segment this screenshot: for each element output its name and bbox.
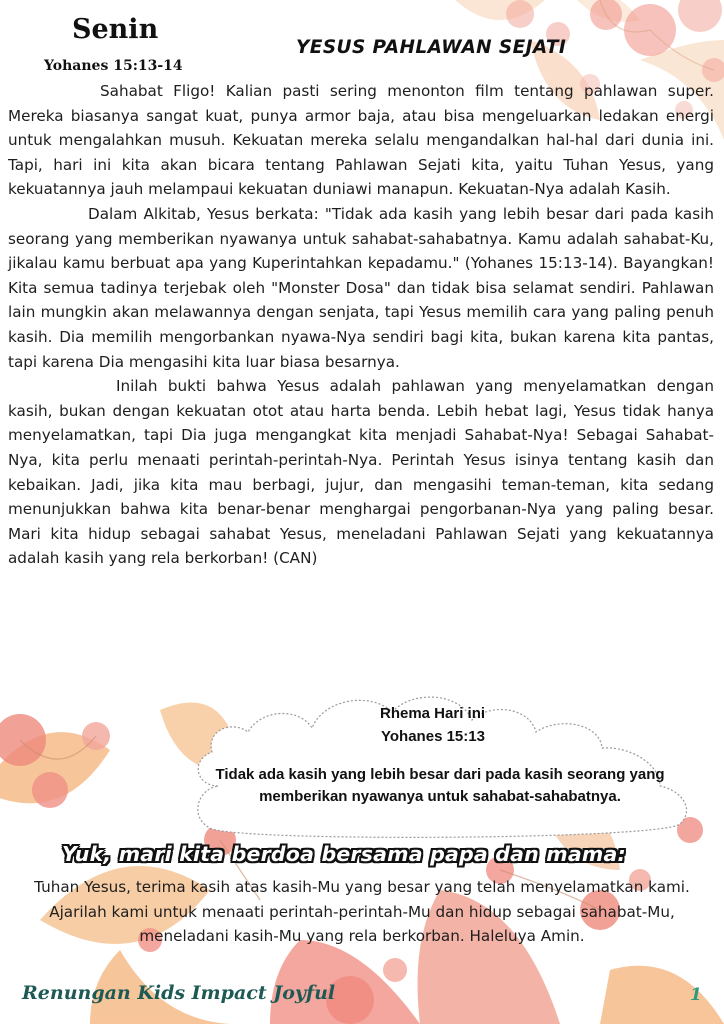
rhema-title: Rhema Hari ini	[380, 705, 486, 722]
body-paragraph: Sahabat Fligo! Kalian pasti sering menonton film tentang pahlawan super. Mereka biasanya sangat kuat, punya armor baja, atau bisa mengeluarkan ledakan energi untuk mengalahkan musuh. Kekuatan mereka selalu mengandalkan hal-hal dari dunia ini. Tapi, hari ini kita akan bicara tentang Pahlawan Sejati kita, yaitu Tuhan Yesus, yang kekuatannya jauh melampaui kekuatan duniawi manapun. Kekuatan-Nya adalah Kasih.	[8, 82, 714, 199]
rhema-reference: Yohanes 15:13	[381, 728, 485, 745]
prayer-text: Tuhan Yesus, terima kasih atas kasih-Mu yang besar yang telah menyelamatkan kami. Ajarilah kami untuk menaati perintah-perintah-Mu dan hidup sebagai sahabat-Mu, meneladani kasih-Mu yang rela berkorban. Haleluya Amin.	[34, 878, 690, 946]
rhema-cloud	[0, 668, 724, 844]
devotional-title: YESUS PAHLAWAN SEJATI	[296, 37, 567, 58]
verse-reference: Yohanes 15:13-14	[44, 58, 183, 74]
prayer-heading: Yuk, mari kita berdoa bersama papa dan mama:	[62, 842, 626, 866]
rhema-verse: Tidak ada kasih yang lebih besar dari pada kasih seorang yang memberikan nyawanya untuk sahabat-sahabatnya.	[215, 766, 665, 805]
page-number: 1	[690, 985, 702, 1005]
body-paragraph: Inilah bukti bahwa Yesus adalah pahlawan yang menyelamatkan dengan kasih, bukan dengan kekuatan otot atau harta benda. Lebih hebat lagi, Yesus tidak hanya menyelamatkan, tapi Dia juga mengangkat kita menjadi Sahabat-Nya! Sebagai Sahabat-Nya, kita perlu menaati perintah-perintah-Nya. Perintah Yesus isinya tentang kasih dan kebaikan. Jadi, jika kita mau berbagi, jujur, dan mengasihi teman-teman, kita sedang menunjukkan bahwa kita benar-benar menghargai pengorbanan-Nya yang paling besar. Mari kita hidup sebagai sahabat Yesus, meneladani Pahlawan Sejati yang kekuatannya adalah kasih yang rela berkorban! (CAN)	[8, 377, 714, 568]
footer-brand: Renungan Kids Impact Joyful	[22, 982, 336, 1004]
day-title: Senin	[72, 14, 159, 45]
body-paragraph: Dalam Alkitab, Yesus berkata: "Tidak ada kasih yang lebih besar dari pada kasih seorang yang memberikan nyawanya untuk sahabat-sahabatnya. Kamu adalah sahabat-Ku, jikalau kamu berbuat apa yang Kuperintahkan kepadamu." (Yohanes 15:13-14). Bayangkan! Kita semua tadinya terjebak oleh "Monster Dosa" dan tidak bisa selamat sendiri. Pahlawan lain mungkin akan melawannya dengan senjata, tapi Yesus memilih cara yang paling penuh kasih. Dia memilih mengorbankan nyawa-Nya sendiri bagi kita, bukan karena kita pantas, tapi karena Dia mengasihi kita luar biasa besarnya.	[8, 204, 714, 371]
devotional-body	[8, 79, 714, 571]
